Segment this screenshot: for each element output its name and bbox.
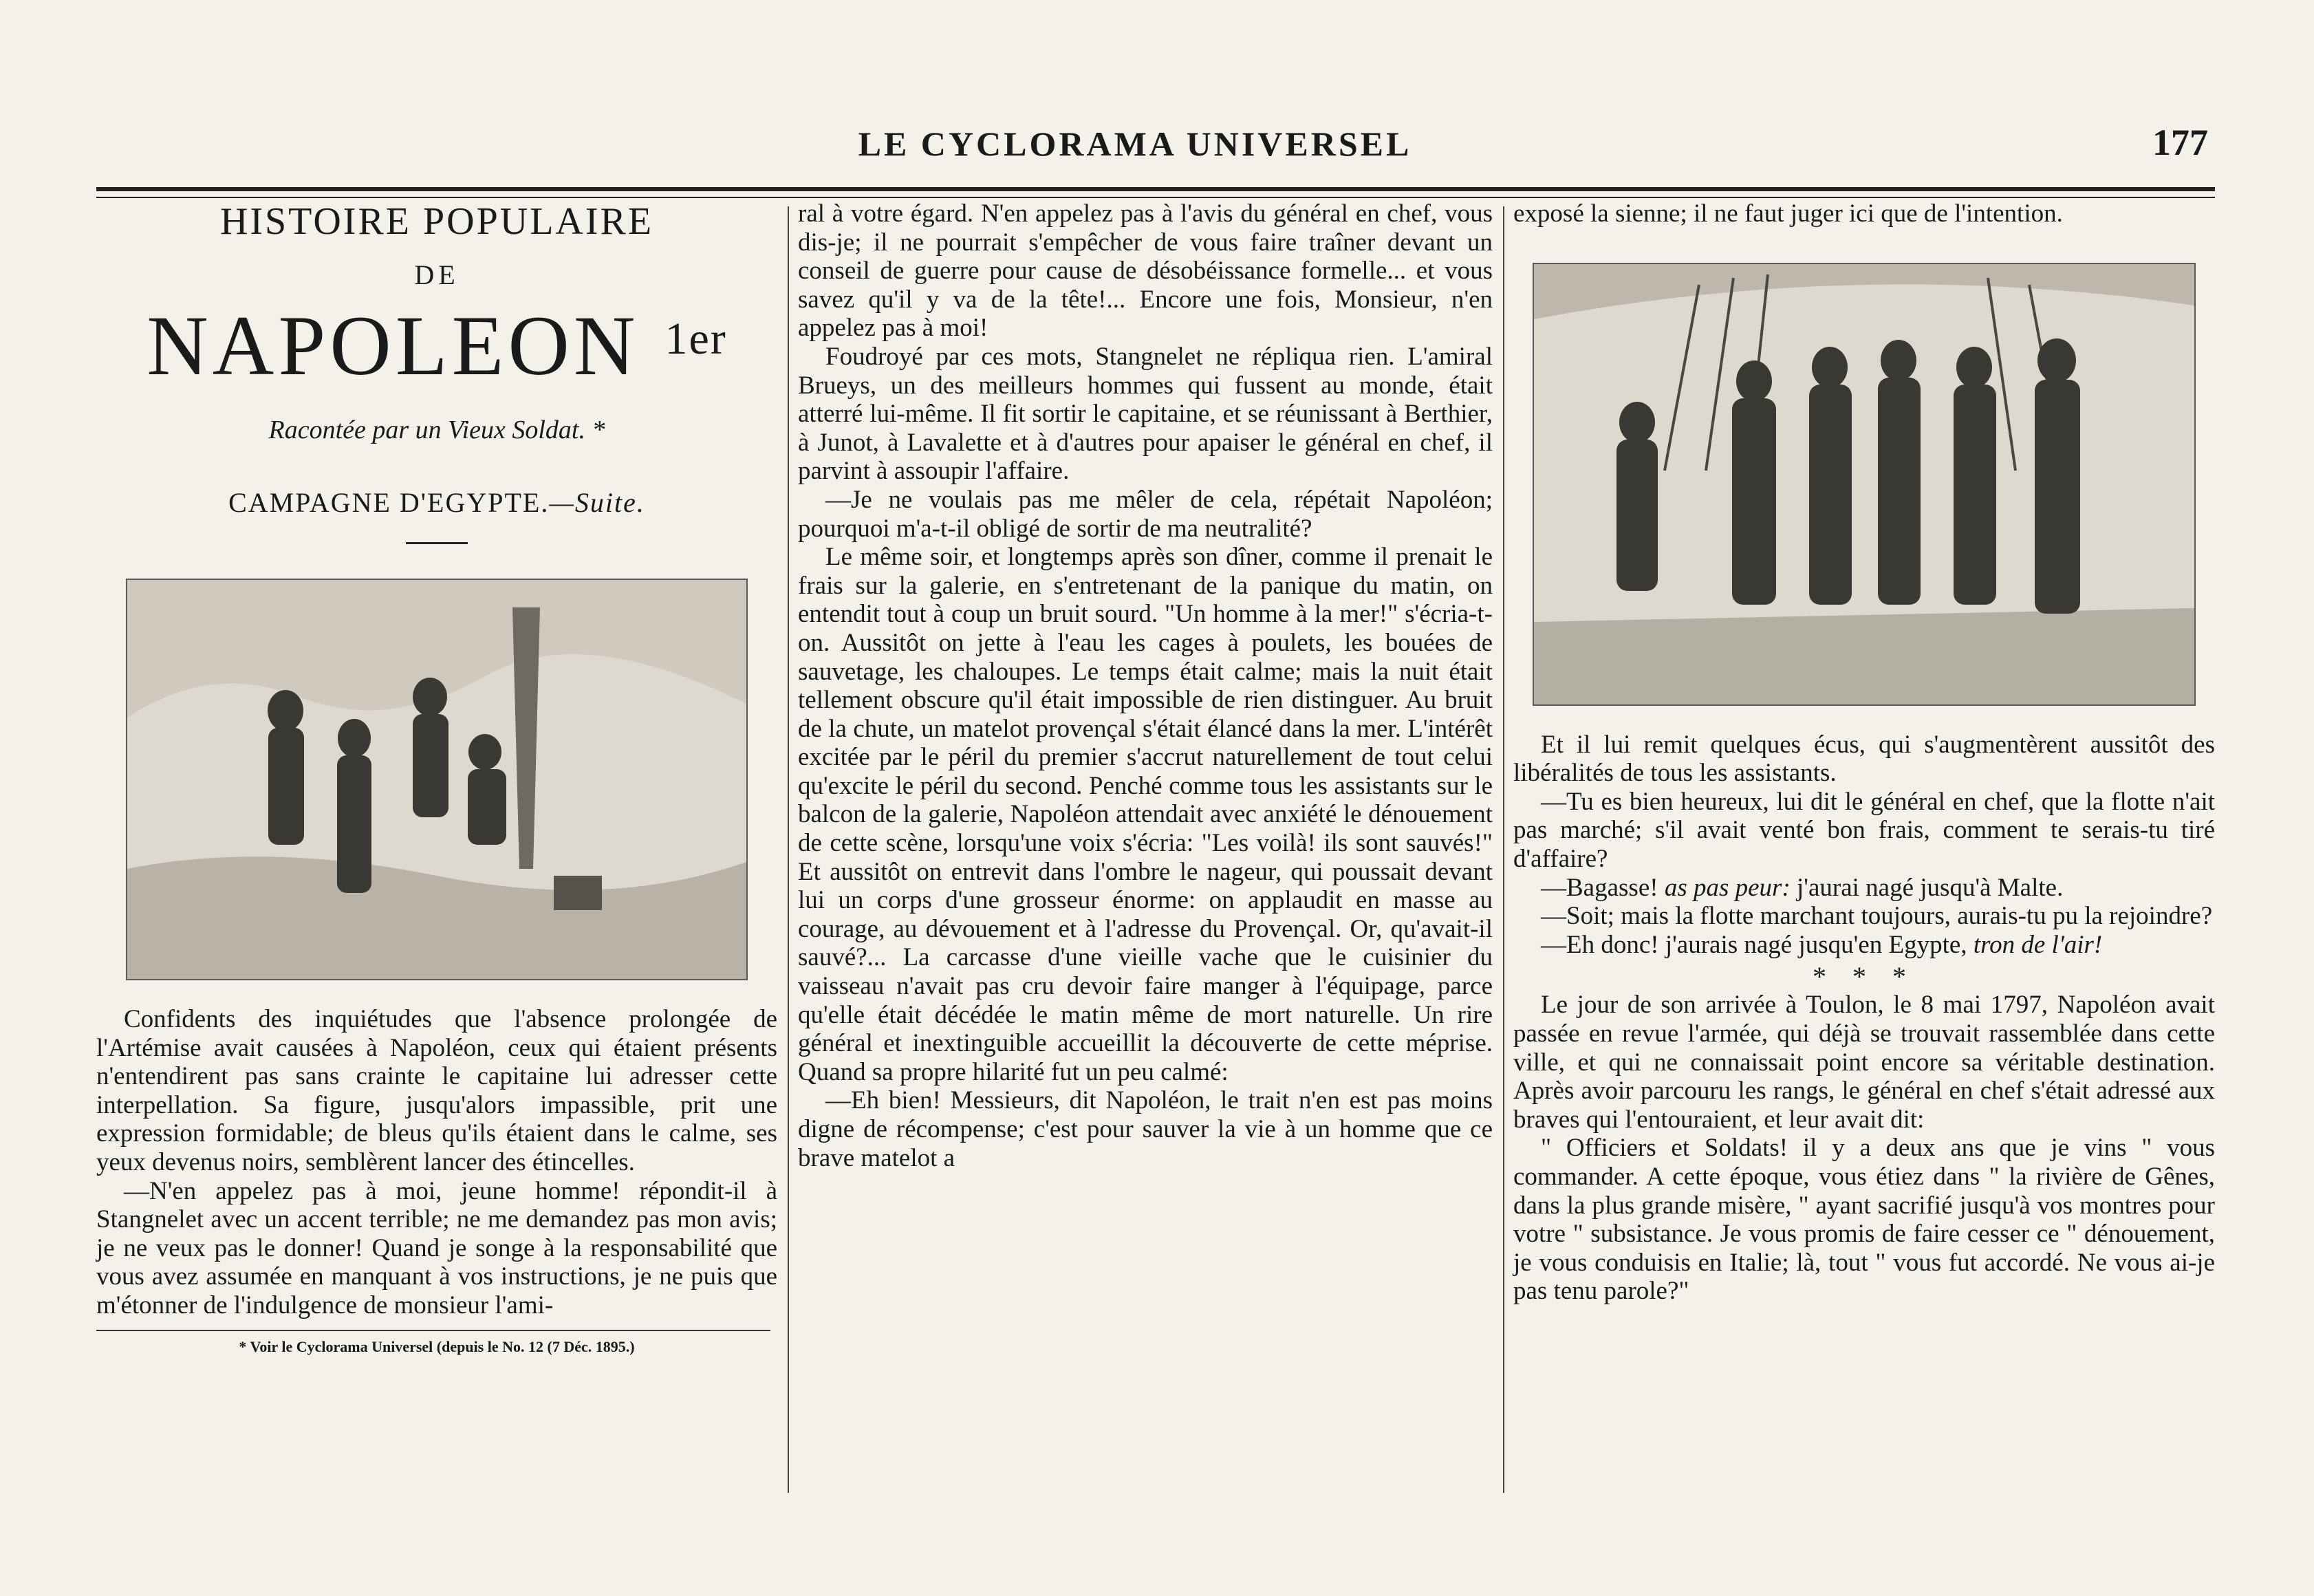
section-heading (96, 486, 777, 519)
column-1 (96, 200, 777, 1356)
column-divider (788, 206, 789, 1493)
title-name: NAPOLEON (147, 299, 640, 393)
dialogue-text: —Eh donc! j'aurais nagé jusqu'en Egypte, (1541, 930, 1967, 959)
dialogue-italic: tron de l'air! (1973, 930, 2103, 959)
footnote-rule (96, 1330, 770, 1331)
header-rule-thin (96, 197, 2215, 198)
series-title: HISTOIRE POPULAIRE (219, 200, 654, 243)
paragraph (1513, 931, 2215, 960)
column-3 (1513, 200, 2215, 1306)
paragraph: Confidents des inquiétudes que l'absence prolongée de l'Artémise avait causées à Napoléon, ceux qui étaient présents n'entendirent pas sans crainte le capitaine lui adresser cette interpellation. Sa figure, jusqu'alors impassible, prit une expression formidable; de bleus qu'ils étaient dans le calme, ses yeux devenus noirs, semblèrent lancer des étincelles. (96, 1005, 777, 1176)
paragraph: ral à votre égard. N'en appelez pas à l'avis du général en chef, vous dis-je; il ne pourrait s'empêcher de vous faire traîner devant un conseil de guerre pour cause de désobéissance formelle... et vous savez qu'il y va de la tête!... Encore une fois, Monsieur, n'en appelez pas à moi! (798, 200, 1493, 343)
title-rule (406, 542, 468, 544)
paragraph: —Soit; mais la flotte marchant toujours, aurais-tu pu la rejoindre? (1541, 902, 2213, 931)
running-head: LE CYCLORAMA UNIVERSEL (858, 125, 1412, 163)
paragraph: Le même soir, et longtemps après son dîner, comme il prenait le frais sur la galerie, en s'entretenant de la panique du matin, on entendit tout à coup un bruit sourd. "Un homme à la mer!" s'écria-t-on. Aussitôt on jette à l'eau les cages à poulets, les bouées de sauvetage, les chaloupes. Le temps était calme; mais la nuit était tellement obscure qu'il était impossible de rien distinguer. Au bruit de la chute, un matelot provençal s'était élancé dans la mer. L'intérêt excitée par le péril du premier s'accrut naturellement de tout celui qu'excite le péril du second. Penché comme tous les assistants sur le balcon de la galerie, Napoléon attendait avec anxiété le dénouement de cette scène, lorsqu'une voix s'écria: "Les voilà! ils sont sauvés!" Et aussitôt on entrevit dans l'ombre le nageur, qui poussait devant lui un corps d'une grosseur énorme: on applaudit en masse au courage, au dévouement et à l'adresse du Provençal. Or, qu'avait-il sauvé?... La carcasse d'une vieille vache que le cuisinier du vaisseau n'avait pas cru devoir faire manger à l'équipage, parce qu'elle était décédée le matin même de mort naturelle. Un rire général et inextinguible accueillit la découverte de cette méprise. Quand sa propre hilarité fut un peu calmé: (798, 543, 1493, 1086)
paragraph: —N'en appelez pas à moi, jeune homme! répondit-il à Stangnelet avec un accent terrible; ne me demandez pas mon avis; je ne veux pas le donner! Quand je songe à la responsabilité que vous avez assumée en manquant à vos instructions, je ne puis que m'étonner de l'indulgence de monsieur l'ami- (96, 1176, 777, 1319)
article-title-block (96, 200, 777, 544)
paragraph: —Eh bien! Messieurs, dit Napoléon, le trait n'en est pas moins digne de récompense; c'est pour sauver la vie à un homme que ce brave matelot a (798, 1086, 1493, 1172)
campaign-title: CAMPAGNE D'EGYPTE. (228, 487, 550, 518)
engraving-illustration (126, 579, 748, 980)
article-title (96, 299, 777, 393)
dialogue-text: —Bagasse! (1541, 873, 1658, 902)
paragraph: Et il lui remit quelques écus, qui s'augmentèrent aussitôt des libéralités de tous les assistants. (1513, 730, 2215, 788)
paragraph: —Tu es bien heureux, lui dit le général en chef, que la flotte n'ait pas marché; s'il avait venté bon frais, comment te serais-tu tiré d'affaire? (1513, 787, 2215, 873)
paragraph: —Je ne voulais pas me mêler de cela, répétait Napoléon; pourquoi m'a-t-il obligé de sortir de ma neutralité? (798, 485, 1493, 543)
paragraph: Le jour de son arrivée à Toulon, le 8 mai 1797, Napoléon avait passée en revue l'armée, qui déjà se trouvait rassemblée dans cette ville, et qui ne connaissait point encore sa véritable destination. Après avoir parcouru les rangs, le général en chef s'était adressé aux braves qui l'entouraient, et leur avait dit: (1513, 991, 2215, 1134)
paragraph: " Officiers et Soldats! il y a deux ans que je vins " vous commander. A cette époque, vous étiez dans " la rivière de Gênes, dans la plus grande misère, " ayant sacrifié jusqu'à vos montres pour votre " subsistance. Je vous promis de faire cesser ce " dénouement, je vous conduisis en Italie; là, tout " vous fut accordé. Ne vous ai-je pas tenu parole?" (1513, 1134, 2215, 1306)
dialogue-text: j'aurai nagé jusqu'à Malte. (1797, 873, 2064, 902)
column-2 (798, 200, 1493, 1172)
byline: Racontée par un Vieux Soldat. * (268, 416, 605, 444)
dialogue-italic: as pas peur: (1664, 873, 1791, 902)
ship-deck-illustration (1533, 263, 2196, 706)
column-3-text (1513, 731, 2215, 1306)
paragraph (1513, 874, 2215, 903)
column-1-text (96, 1005, 777, 1320)
column-3-text-top (1513, 200, 2215, 228)
title-de: DE (414, 259, 459, 290)
campaign-suite: —Suite. (549, 487, 645, 518)
footnote: * Voir le Cyclorama Universel (depuis le No. 12 (7 Déc. 1895.) (239, 1337, 635, 1355)
page-number: 177 (2152, 122, 2208, 163)
header-rule (96, 187, 2215, 191)
asterism: * * * (1813, 961, 1916, 993)
title-ordinal: 1er (664, 314, 727, 364)
paragraph: exposé la sienne; il ne faut juger ici que de l'intention. (1513, 200, 2063, 228)
column-divider (1503, 206, 1504, 1493)
paragraph: Foudroyé par ces mots, Stangnelet ne répliqua rien. L'amiral Brueys, un des meilleurs hommes qui fussent au monde, était atterré lui-même. Il fit sortir le capitaine, et se réunissant à Berthier, à Junot, à Lavalette et à d'autres pour apaiser le général en chef, il parvint à assoupir l'affaire. (798, 342, 1493, 486)
column-2-text (798, 200, 1493, 1172)
